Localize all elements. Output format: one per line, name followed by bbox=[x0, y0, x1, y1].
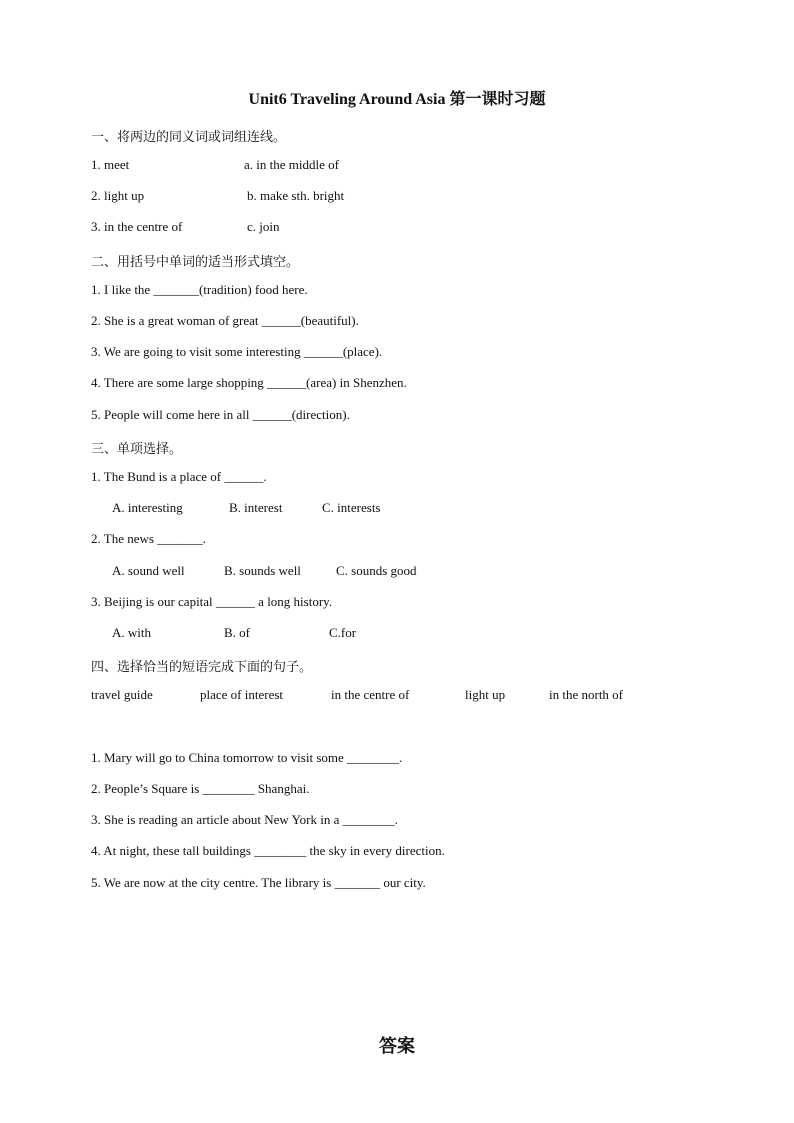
phrase-4: light up bbox=[465, 687, 506, 702]
match-left-3: 3. in the centre of bbox=[91, 219, 183, 234]
q3-option-a: A. with bbox=[112, 625, 151, 640]
match-left-1: 1. meet bbox=[91, 157, 130, 172]
phrase-1: travel guide bbox=[91, 687, 153, 702]
phrase-5: in the north of bbox=[549, 687, 624, 702]
phrase-item-2: 2. People’s Square is ________ Shanghai. bbox=[91, 781, 310, 796]
answer-heading: 答案 bbox=[379, 1036, 415, 1056]
choice-question-1: 1. The Bund is a place of ______. bbox=[91, 469, 267, 484]
page-title: Unit6 Traveling Around Asia 第一课时习题 bbox=[248, 91, 546, 108]
q1-option-c: C. interests bbox=[322, 500, 381, 515]
choice-question-2: 2. The news _______. bbox=[91, 531, 206, 546]
phrase-item-3: 3. She is reading an article about New York in a ________. bbox=[91, 812, 398, 827]
match-right-3: c. join bbox=[247, 219, 280, 234]
phrase-2: place of interest bbox=[200, 687, 284, 702]
phrase-item-1: 1. Mary will go to China tomorrow to visit some ________. bbox=[91, 750, 403, 765]
q3-option-b: B. of bbox=[224, 625, 250, 640]
section3-heading: 三、单项选择。 bbox=[91, 442, 183, 457]
section1-heading: 一、将两边的同义词或词组连线。 bbox=[91, 130, 287, 145]
q2-option-c: C. sounds good bbox=[336, 563, 417, 578]
section2-heading: 二、用括号中单词的适当形式填空。 bbox=[91, 255, 300, 270]
match-right-2: b. make sth. bright bbox=[247, 188, 345, 203]
q2-option-b: B. sounds well bbox=[224, 563, 301, 578]
fill-item-4: 4. There are some large shopping ______(area) in Shenzhen. bbox=[91, 375, 407, 390]
fill-item-1: 1. I like the _______(tradition) food here. bbox=[91, 282, 308, 297]
q1-option-b: B. interest bbox=[229, 500, 283, 515]
choice-question-3: 3. Beijing is our capital ______ a long history. bbox=[91, 594, 333, 609]
fill-item-5: 5. People will come here in all ______(direction). bbox=[91, 407, 350, 422]
phrase-item-4: 4. At night, these tall buildings ________ the sky in every direction. bbox=[91, 843, 445, 858]
match-left-2: 2. light up bbox=[91, 188, 145, 203]
phrase-3: in the centre of bbox=[331, 687, 410, 702]
fill-item-2: 2. She is a great woman of great ______(beautiful). bbox=[91, 313, 359, 328]
q2-option-a: A. sound well bbox=[112, 563, 185, 578]
fill-item-3: 3. We are going to visit some interesting ______(place). bbox=[91, 344, 383, 359]
q1-option-a: A. interesting bbox=[112, 500, 183, 515]
match-right-1: a. in the middle of bbox=[244, 157, 339, 172]
phrase-item-5: 5. We are now at the city centre. The library is _______ our city. bbox=[91, 875, 426, 890]
q3-option-c: C.for bbox=[329, 625, 357, 640]
section4-heading: 四、选择恰当的短语完成下面的句子。 bbox=[91, 660, 313, 675]
